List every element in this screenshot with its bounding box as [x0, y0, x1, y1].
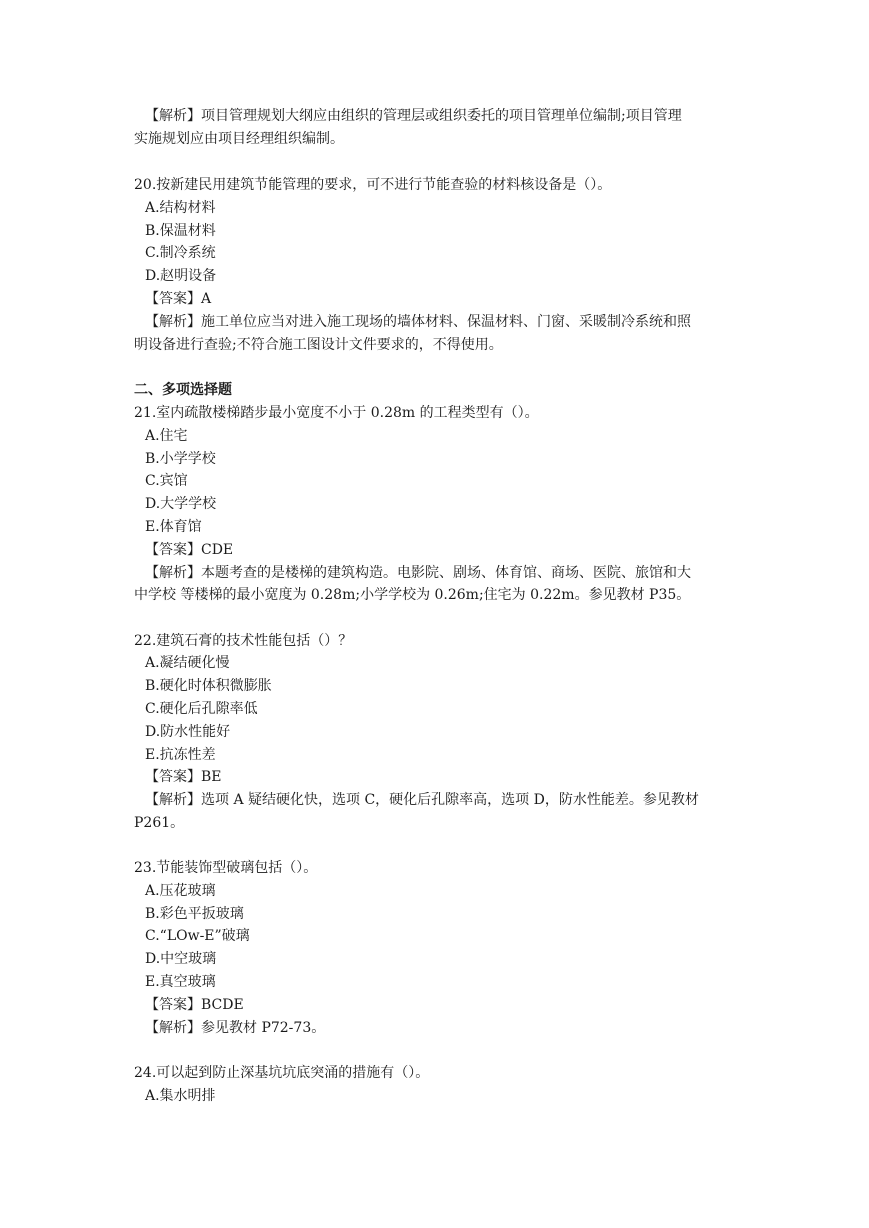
q22-option-e: E.抗冻性差: [145, 747, 216, 763]
question-22: 22.建筑石膏的技术性能包括（）？: [134, 633, 353, 649]
q21-option-e: E.体育馆: [145, 519, 202, 535]
q20-option-d: D.赵明设备: [145, 268, 217, 284]
intro-analysis-line2: 实施规划应由项目经理组织编制。: [134, 131, 344, 147]
q21-option-c: C.宾馆: [145, 473, 188, 489]
q24-option-a: A.集水明排: [145, 1088, 216, 1104]
q21-option-a: A.住宅: [145, 428, 188, 444]
q21-analysis-line2: 中学校 等楼梯的最小宽度为 0.28m;小学学校为 0.26m;住宅为 0.22m。参见教材 P35。: [134, 587, 691, 603]
q23-analysis: 【解析】参见教材 P72-73。: [145, 1020, 326, 1036]
q20-option-b: B.保温材料: [145, 223, 216, 239]
q23-option-a: A.压花玻璃: [145, 883, 216, 899]
question-20: 20.按新建民用建筑节能管理的要求，可不进行节能查验的材料核设备是（）。: [134, 177, 612, 193]
q22-option-b: B.硬化时体积微膨胀: [145, 678, 272, 694]
q20-analysis-line1: 【解析】施工单位应当对进入施工现场的墙体材料、保温材料、门窗、采暖制冷系统和照: [145, 314, 691, 330]
intro-analysis-line1: 【解析】项目管理规划大纲应由组织的管理层或组织委托的项目管理单位编制;项目管理: [145, 108, 682, 124]
q20-answer: 【答案】A: [145, 291, 212, 307]
q21-answer: 【答案】CDE: [145, 542, 234, 558]
q20-option-c: C.制冷系统: [145, 245, 216, 261]
q21-option-b: B.小学学校: [145, 451, 216, 467]
q22-analysis-line1: 【解析】选项 A 疑结硬化快，选项 C，硬化后孔隙率高，选项 D，防水性能差。参见教材: [145, 792, 699, 808]
q22-analysis-line2: P261。: [134, 815, 185, 831]
q23-option-b: B.彩色平扳玻璃: [145, 906, 244, 922]
q23-option-c: C.“LOw-E”破璃: [145, 928, 250, 944]
question-24: 24.可以起到防止深基坑坑底突涌的措施有（）。: [134, 1065, 430, 1081]
q21-analysis-line1: 【解析】本题考查的是楼梯的建筑构造。电影院、剧场、体育馆、商场、医院、旅馆和大: [145, 565, 691, 581]
q20-option-a: A.结构材料: [145, 200, 216, 216]
question-21: 21.室内疏散楼梯踏步最小宽度不小于 0.28m 的工程类型有（）。: [134, 405, 539, 421]
q22-answer: 【答案】BE: [145, 769, 222, 785]
q22-option-a: A.凝结硬化慢: [145, 655, 230, 671]
q23-answer: 【答案】BCDE: [145, 997, 244, 1013]
q20-analysis-line2: 明设备进行查验;不符合施工图设计文件要求的，不得使用。: [134, 337, 503, 353]
section-title: 二、多项选择题: [134, 382, 232, 398]
q21-option-d: D.大学学校: [145, 496, 217, 512]
q23-option-d: D.中空玻璃: [145, 951, 217, 967]
q22-option-c: C.硬化后孔隙率低: [145, 701, 258, 717]
q22-option-d: D.防水性能好: [145, 724, 231, 740]
question-23: 23.节能装饰型破璃包括（）。: [134, 860, 318, 876]
q23-option-e: E.真空玻璃: [145, 974, 216, 990]
